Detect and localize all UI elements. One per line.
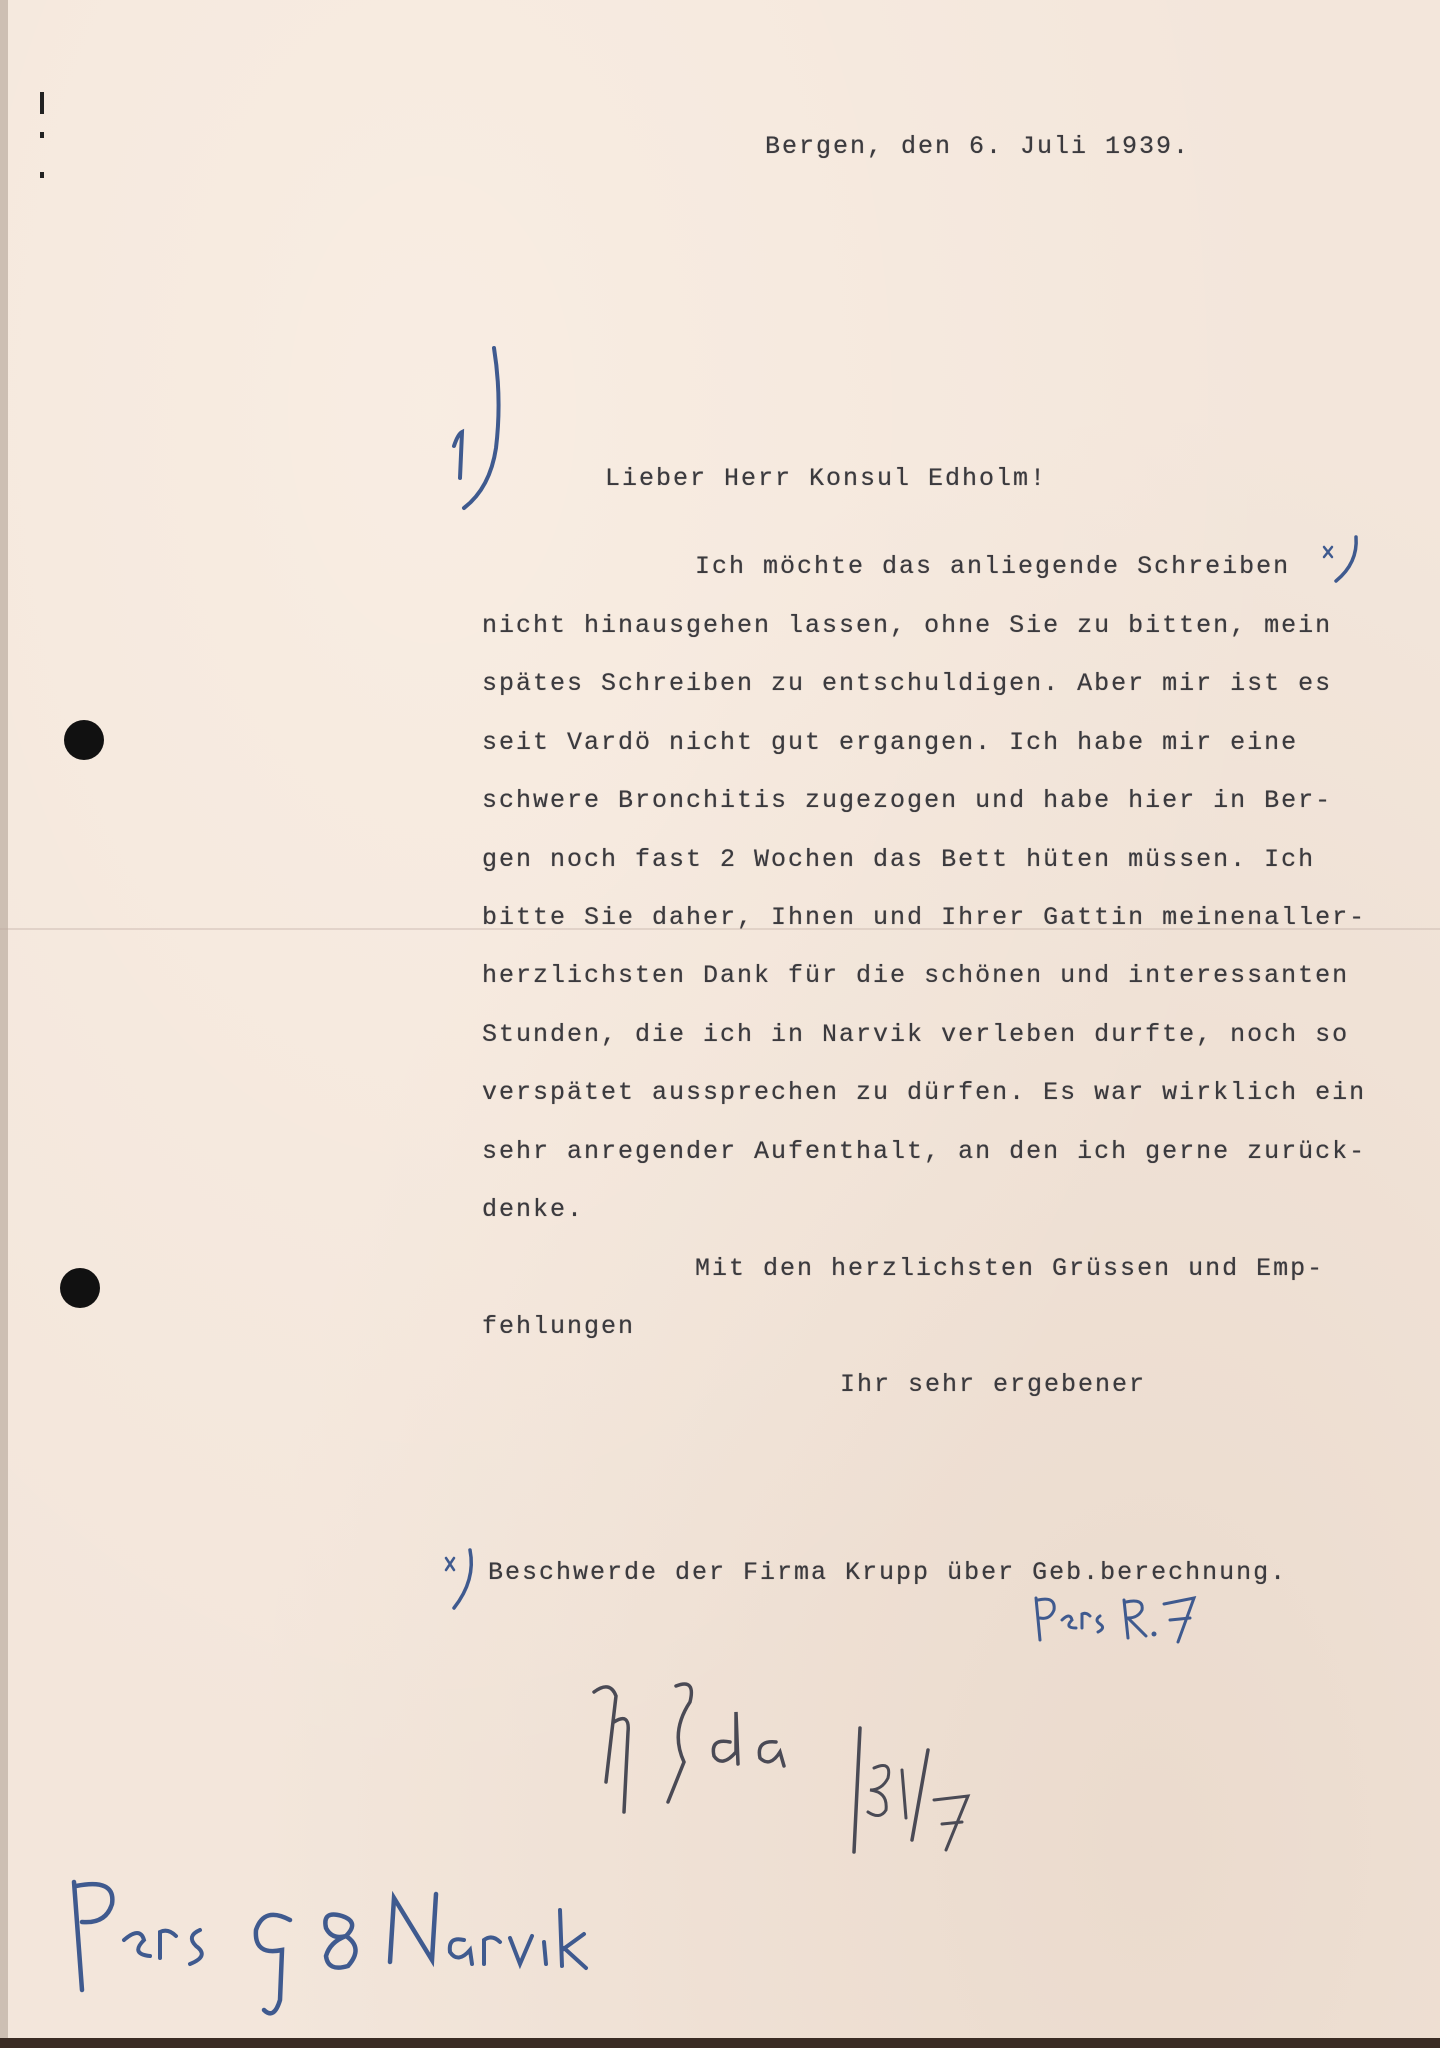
handwritten-ref-pers-r7 — [1030, 1590, 1205, 1648]
margin-tick-mark — [40, 92, 44, 114]
footnote: Beschwerde der Firma Krupp über Geb.berechnung. — [488, 1558, 1288, 1587]
handwritten-footnote-marker-top — [1318, 533, 1364, 585]
body-line: bitte Sie daher, Ihnen und Ihrer Gattin meinenaller- — [482, 903, 1367, 932]
punch-hole-bottom — [60, 1268, 100, 1308]
handwritten-ref-pencil-initials — [580, 1672, 800, 1822]
body-line: gen noch fast 2 Wochen das Bett hüten müssen. Ich — [482, 845, 1316, 874]
page-bottom-edge — [0, 2038, 1440, 2048]
punch-hole-top — [64, 720, 104, 760]
body-line: Ich möchte das anliegende Schreiben — [695, 552, 1291, 581]
page-left-edge — [0, 0, 8, 2048]
signoff: Ihr sehr ergebener — [840, 1370, 1147, 1399]
margin-tick-mark — [40, 172, 44, 178]
salutation: Lieber Herr Konsul Edholm! — [605, 464, 1048, 493]
body-line: Stunden, die ich in Narvik verleben durfte, noch so — [482, 1020, 1350, 1049]
body-line: schwere Bronchitis zugezogen und habe hier in Ber- — [482, 786, 1333, 815]
body-line: verspätet aussprechen zu dürfen. Es war wirklich ein — [482, 1078, 1367, 1107]
body-line: nicht hinausgehen lassen, ohne Sie zu bitten, mein — [482, 611, 1333, 640]
body-line: herzlichsten Dank für die schönen und interessanten — [482, 961, 1350, 990]
body-line: seit Vardö nicht gut ergangen. Ich habe mir eine — [482, 728, 1299, 757]
body-line: sehr anregender Aufenthalt, an den ich gerne zurück- — [482, 1137, 1367, 1166]
handwritten-margin-mark — [440, 338, 510, 513]
margin-tick-mark — [40, 132, 44, 138]
closing-line: fehlungen — [482, 1312, 636, 1341]
handwritten-ref-pers-g8-narvik — [60, 1870, 600, 2030]
body-line: spätes Schreiben zu entschuldigen. Aber mir ist es — [482, 669, 1333, 698]
date-line: Bergen, den 6. Juli 1939. — [765, 132, 1191, 161]
handwritten-ref-pencil-date — [830, 1720, 980, 1860]
closing-line: Mit den herzlichsten Grüssen und Emp- — [695, 1254, 1325, 1283]
body-line: denke. — [482, 1195, 585, 1224]
handwritten-footnote-marker — [440, 1544, 482, 1614]
